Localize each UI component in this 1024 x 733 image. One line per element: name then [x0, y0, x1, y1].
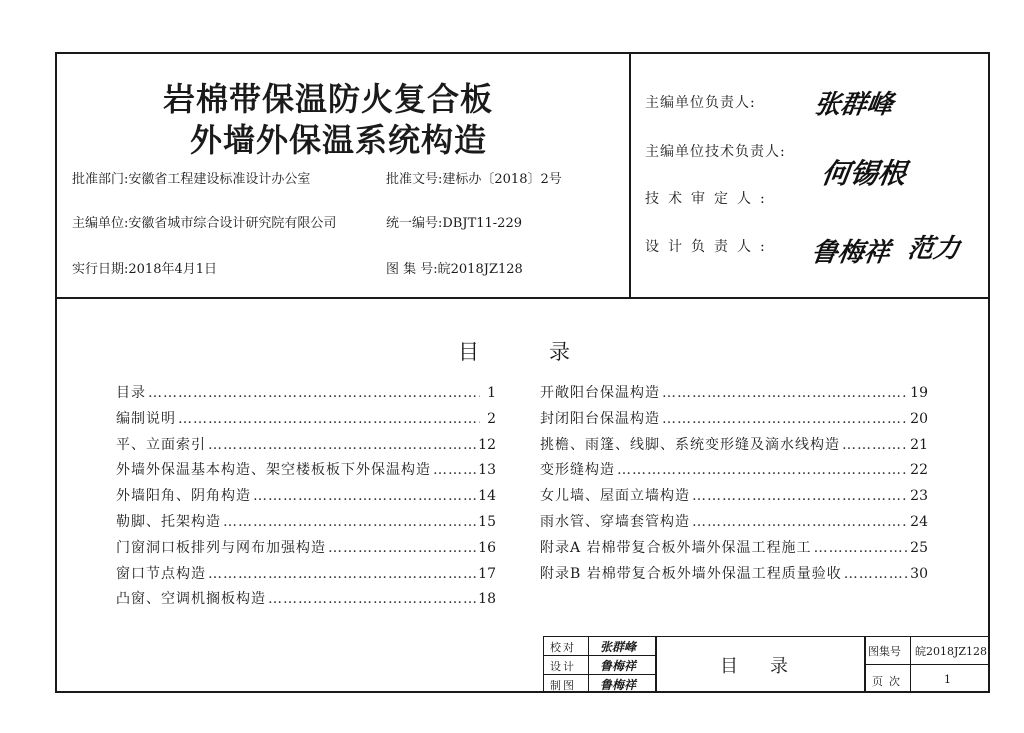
toc-entry[interactable]: 女儿墙、屋面立墙构造 ………………………………………………………………………………………………………… 23 — [540, 485, 928, 511]
toc-entry[interactable]: 变形缝构造 ………………………………………………………………………………………………………… 22 — [540, 459, 928, 485]
toc-entry[interactable]: 勒脚、托架构造 ………………………………………………………………………………………………………… 15 — [116, 511, 496, 537]
toc-title: 目录 — [458, 340, 640, 364]
draw-label: 制图 — [550, 679, 576, 692]
toc-entry[interactable]: 外墙外保温基本构造、架空楼板板下外保温构造 ………………………………………………………………………………………………………… 13 — [116, 459, 496, 485]
toc-entry[interactable]: 编制说明 ………………………………………………………………………………………………………… 2 — [116, 408, 496, 434]
unit-head-label: 主编单位负责人: — [645, 95, 756, 111]
toc-entry[interactable]: 外墙阳角、阴角构造 ………………………………………………………………………………………………………… 14 — [116, 485, 496, 511]
atlas-title-line1: 岩棉带保温防火复合板 — [163, 80, 494, 118]
leader-dots — [844, 566, 908, 582]
leader-dots — [662, 385, 908, 401]
toc-entry[interactable]: 封闭阳台保温构造 ………………………………………………………………………………………………………… 20 — [540, 408, 928, 434]
unit-head-signature: 张群峰 — [812, 90, 895, 120]
toc-entry[interactable]: 附录B 岩棉带复合板外墙外保温工程质量验收 ………………………………………………………………………………………………………… 30 — [540, 563, 928, 589]
designer-signature-2: 范力 — [905, 234, 962, 264]
leader-dots — [842, 437, 908, 453]
reviewer-label: 技术审定人: — [645, 191, 774, 207]
leader-dots — [692, 514, 908, 530]
toc-entry[interactable]: 门窗洞口板排列与网布加强构造 ………………………………………………………………………………………………………… 16 — [116, 537, 496, 563]
tb-rule — [588, 636, 589, 693]
atlas-title-line2: 外墙外保温系统构造 — [190, 121, 488, 159]
leader-dots — [253, 488, 476, 504]
leader-dots — [433, 462, 476, 478]
toc-entry[interactable]: 窗口节点构造 ………………………………………………………………………………………………………… 17 — [116, 563, 496, 589]
leader-dots — [208, 566, 476, 582]
effective-date: 实行日期:2018年4月1日 — [72, 262, 218, 277]
toc-entry[interactable]: 附录A 岩棉带复合板外墙外保温工程施工 ………………………………………………………………………………………………………… 25 — [540, 537, 928, 563]
leader-dots — [692, 488, 908, 504]
leader-dots — [617, 462, 908, 478]
leader-dots — [148, 385, 480, 401]
design-label: 设计 — [550, 660, 576, 673]
approval-document: 批准文号:建标办〔2018〕2号 — [386, 172, 562, 187]
leader-dots — [268, 591, 476, 607]
chief-editor-unit: 主编单位:安徽省城市综合设计研究院有限公司 — [72, 216, 337, 231]
toc-entry[interactable]: 凸窗、空调机搁板构造 ………………………………………………………………………………………………………… 18 — [116, 588, 496, 614]
page-value: 1 — [944, 673, 953, 686]
leader-dots — [178, 411, 480, 427]
sheet-title: 目录 — [720, 656, 820, 677]
tb-rule — [543, 655, 655, 656]
atlas-no-value: 皖2018JZ128 — [915, 645, 988, 658]
toc-entry[interactable]: 雨水管、穿墙套管构造 ………………………………………………………………………………………………………… 24 — [540, 511, 928, 537]
designer-label: 设计负责人: — [645, 239, 774, 255]
header-divider — [55, 297, 990, 299]
leader-dots — [662, 411, 908, 427]
toc-left-column — [116, 382, 496, 614]
responsible-divider — [629, 52, 631, 298]
toc-entry[interactable]: 目录 ………………………………………………………………………………………………………… 1 — [116, 382, 496, 408]
designer-signature-1: 鲁梅祥 — [809, 238, 892, 268]
design-signature: 鲁梅祥 — [600, 659, 637, 673]
tech-head-signature: 何锡根 — [819, 157, 909, 190]
toc-entry[interactable]: 挑檐、雨篷、线脚、系统变形缝及滴水线构造 ………………………………………………………………………………………………………… 21 — [540, 434, 928, 460]
check-label: 校对 — [550, 641, 576, 654]
atlas-no-label: 图集号 — [868, 645, 901, 658]
toc-right-column — [540, 382, 928, 588]
leader-dots — [208, 437, 476, 453]
atlas-number: 图 集 号:皖2018JZ128 — [386, 262, 523, 277]
toc-entry[interactable]: 开敞阳台保温构造 ………………………………………………………………………………………………………… 19 — [540, 382, 928, 408]
leader-dots — [814, 540, 909, 556]
tech-head-label: 主编单位技术负责人: — [645, 144, 786, 160]
tb-rule — [655, 636, 657, 693]
page-label: 页次 — [872, 675, 906, 688]
tb-rule — [864, 664, 990, 665]
leader-dots — [223, 514, 476, 530]
tb-rule — [543, 674, 655, 675]
approval-department: 批准部门:安徽省工程建设标准设计办公室 — [72, 172, 311, 187]
toc-entry[interactable]: 平、立面索引 ………………………………………………………………………………………………………… 12 — [116, 434, 496, 460]
check-signature: 张群峰 — [600, 640, 637, 654]
unified-code: 统一编号:DBJT11-229 — [386, 216, 522, 231]
draw-signature: 鲁梅祥 — [600, 678, 637, 692]
leader-dots — [328, 540, 476, 556]
